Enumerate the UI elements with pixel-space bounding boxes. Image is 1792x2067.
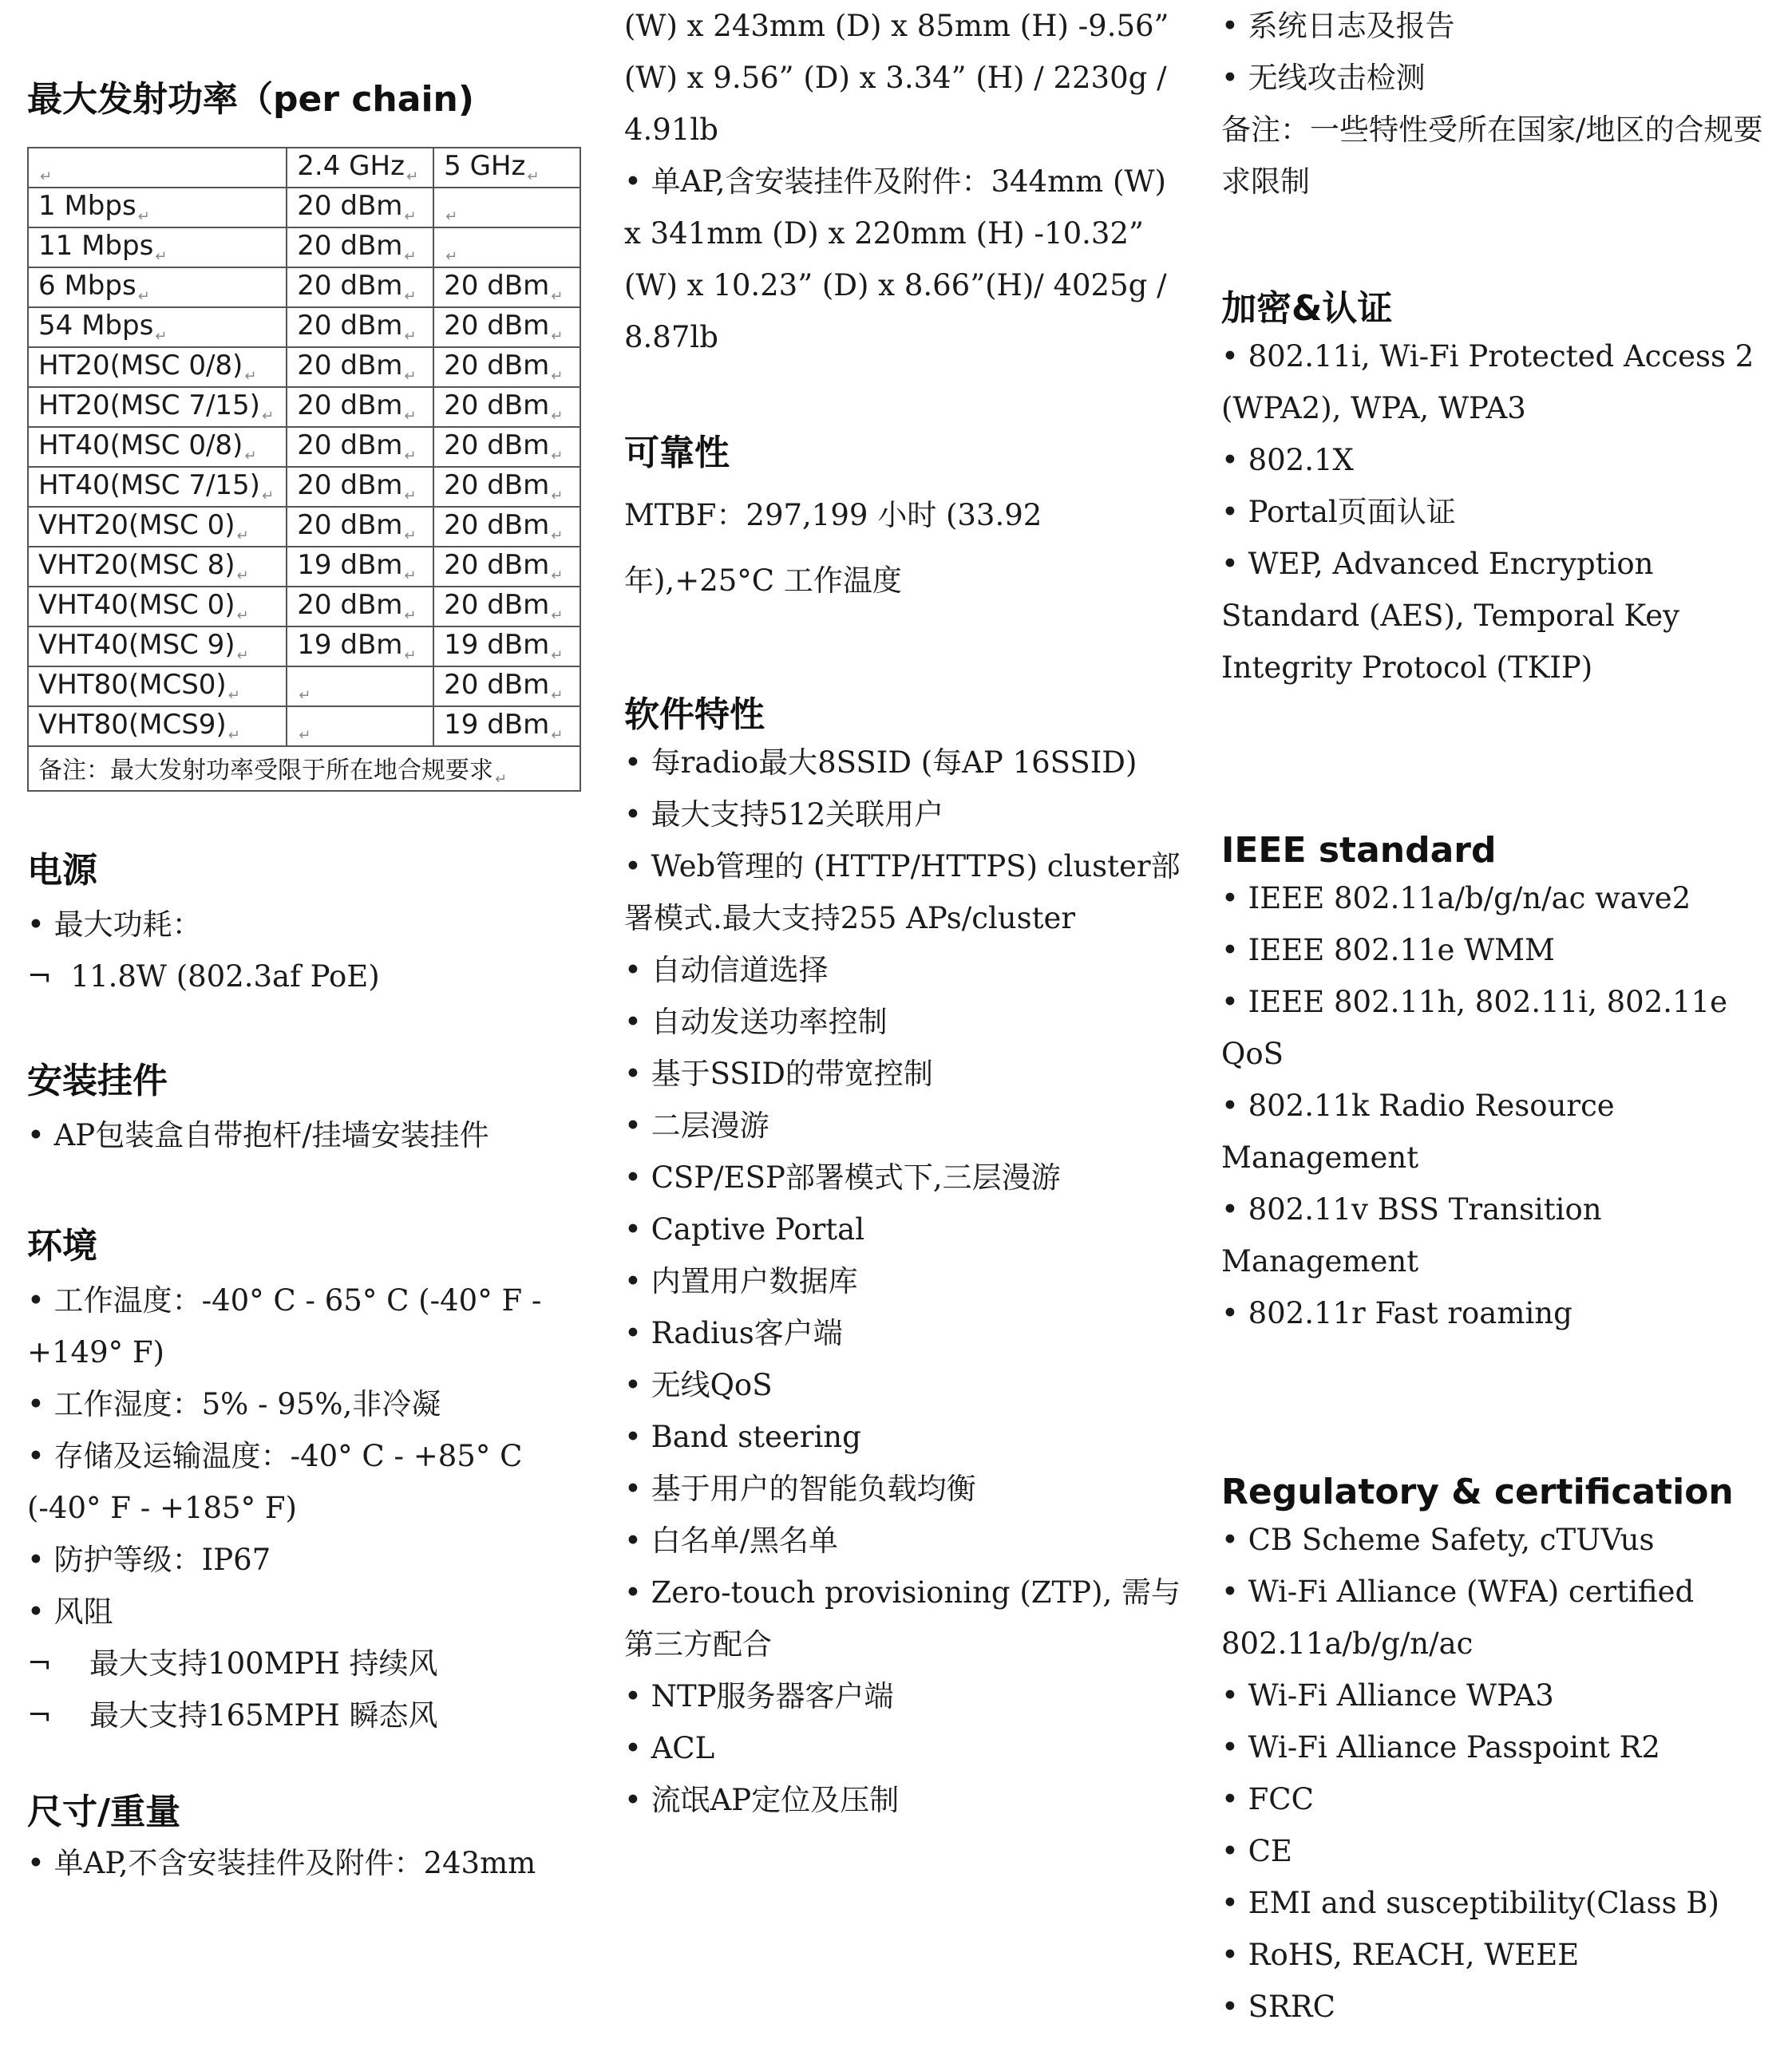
cell-text: VHT80(MCS0) <box>38 669 227 702</box>
return-mark-icon: ↵ <box>299 686 311 704</box>
table-row <box>28 587 580 626</box>
list-item: • Band steering <box>624 1420 861 1454</box>
return-mark-icon: ↵ <box>244 367 257 385</box>
table-cell <box>28 307 287 347</box>
return-mark-icon: ↵ <box>445 247 458 265</box>
list-item: • AP包装盒自带抱杆/挂墙安装挂件 <box>27 1118 489 1152</box>
list-item: • 工作温度：-40° C - 65° C (-40° F - +149° F) <box>27 1283 542 1369</box>
table-cell <box>433 666 580 706</box>
table-row <box>28 188 580 227</box>
table-row <box>28 467 580 507</box>
ieee-heading: IEEE standard <box>1221 830 1497 871</box>
table-cell <box>433 626 580 666</box>
table-cell <box>433 427 580 467</box>
table-cell <box>433 547 580 587</box>
cell-text: VHT40(MSC 0) <box>38 589 235 622</box>
list-item: • IEEE 802.11e WMM <box>1221 933 1555 967</box>
cell-text: 20 dBm <box>444 549 550 582</box>
table-cell <box>287 706 433 746</box>
cell-text: 20 dBm <box>297 230 403 263</box>
note: 备注：一些特性受所在国家/地区的合规要求限制 <box>1221 113 1763 199</box>
return-mark-icon: ↵ <box>404 287 417 305</box>
table-cell <box>28 507 287 547</box>
list-item: • Radius客户端 <box>624 1316 843 1350</box>
table-header-cell <box>28 148 287 188</box>
list-item: • CE <box>1221 1834 1292 1868</box>
table-header-cell <box>287 148 433 188</box>
cell-text: 备注：最大发射功率受限于所在地合规要求 <box>38 756 493 785</box>
table-row <box>28 666 580 706</box>
table-header-row <box>28 148 580 188</box>
cell-text: VHT80(MCS9) <box>38 709 227 741</box>
table-cell <box>28 626 287 666</box>
list-item: • 风阻 <box>27 1595 113 1629</box>
encryption-heading: 加密&认证 <box>1221 288 1393 329</box>
table-cell <box>28 188 287 227</box>
cell-text: VHT20(MSC 8) <box>38 549 235 582</box>
cell-text: 20 dBm <box>444 350 550 382</box>
return-mark-icon: ↵ <box>236 567 249 584</box>
list-item: • 802.11v BSS Transition Management <box>1221 1192 1602 1279</box>
cell-text: 20 dBm <box>444 669 550 702</box>
list-item: • 最大支持512关联用户 <box>624 797 944 832</box>
list-item: • CB Scheme Safety, cTUVus <box>1221 1523 1655 1557</box>
cell-text: 6 Mbps <box>38 270 136 302</box>
cell-text: HT40(MSC 0/8) <box>38 429 243 462</box>
cell-text: 20 dBm <box>297 429 403 462</box>
list-item: • Wi-Fi Alliance (WFA) certified 802.11a/b/g/n/ac <box>1221 1575 1695 1661</box>
table-row <box>28 626 580 666</box>
return-mark-icon: ↵ <box>137 207 150 225</box>
cell-text: 20 dBm <box>444 389 550 422</box>
table-cell <box>287 307 433 347</box>
list-item: • 基于SSID的带宽控制 <box>624 1057 933 1091</box>
return-mark-icon: ↵ <box>404 487 417 504</box>
cell-text: 2.4 GHz <box>297 150 405 183</box>
table-cell <box>433 267 580 307</box>
list-item: • 自动发送功率控制 <box>624 1005 888 1039</box>
table-cell <box>433 467 580 507</box>
return-mark-icon: ↵ <box>445 207 458 225</box>
column-left <box>27 0 586 1889</box>
table-cell <box>433 706 580 746</box>
cell-text: 20 dBm <box>297 270 403 302</box>
table-cell <box>28 347 287 387</box>
list-item: ¬ 最大支持165MPH 瞬态风 <box>27 1698 438 1733</box>
software-list <box>624 737 1189 1826</box>
list-item: • 工作湿度：5% - 95%,非冷凝 <box>27 1387 441 1421</box>
cell-text: 19 dBm <box>444 629 550 662</box>
list-item: • RoHS, REACH, WEEE <box>1221 1938 1580 1972</box>
list-item: • 802.11i, Wi-Fi Protected Access 2 (WPA2), WPA, WPA3 <box>1221 339 1754 425</box>
return-mark-icon: ↵ <box>495 770 508 788</box>
table-cell <box>433 387 580 427</box>
encryption-list <box>1221 330 1780 694</box>
list-item: • 每radio最大8SSID (每AP 16SSID) <box>624 745 1137 780</box>
list-item: • 无线QoS <box>624 1368 773 1402</box>
list-item: • IEEE 802.11h, 802.11i, 802.11e QoS <box>1221 985 1727 1071</box>
software-heading: 软件特性 <box>624 694 765 735</box>
list-item: • IEEE 802.11a/b/g/n/ac wave2 <box>1221 881 1691 915</box>
table-cell <box>28 267 287 307</box>
return-mark-icon: ↵ <box>155 327 168 345</box>
list-item: • SRRC <box>1221 1990 1335 2024</box>
table-cell <box>287 547 433 587</box>
table-cell <box>28 227 287 267</box>
table-row <box>28 706 580 746</box>
return-mark-icon: ↵ <box>404 247 417 265</box>
cell-text: 20 dBm <box>297 350 403 382</box>
cell-text: HT20(MSC 7/15) <box>38 389 260 422</box>
list-item: ¬ 11.8W (802.3af PoE) <box>27 959 380 994</box>
return-mark-icon: ↵ <box>236 607 249 624</box>
cell-text: 19 dBm <box>297 629 403 662</box>
table-cell <box>287 507 433 547</box>
environment-heading: 环境 <box>27 1226 97 1267</box>
list-item: • Wi-Fi Alliance WPA3 <box>1221 1678 1554 1713</box>
list-item: • 无线攻击检测 <box>1221 61 1426 95</box>
return-mark-icon: ↵ <box>404 447 417 464</box>
cell-text: 54 Mbps <box>38 310 154 342</box>
cell-text: 11 Mbps <box>38 230 154 263</box>
return-mark-icon: ↵ <box>227 726 240 744</box>
return-mark-icon: ↵ <box>137 287 150 305</box>
list-item: • 单AP,含安装挂件及附件：344mm (W) x 341mm (D) x 220mm (H) -10.32” (W) x 10.23” (D) x 8.66”(H)/ 4025g / 8.87lb <box>624 164 1167 354</box>
table-cell <box>287 267 433 307</box>
list-item: • 最大功耗： <box>27 907 202 942</box>
table-cell <box>287 188 433 227</box>
list-item: (W) x 243mm (D) x 85mm (H) -9.56” (W) x 9.56” (D) x 3.34” (H) / 2230g / 4.91lb <box>624 9 1169 147</box>
table-row <box>28 547 580 587</box>
cell-text: 20 dBm <box>444 589 550 622</box>
cell-text: VHT20(MSC 0) <box>38 509 235 542</box>
power-supply-heading: 电源 <box>27 850 97 891</box>
return-mark-icon: ↵ <box>299 726 311 744</box>
return-mark-icon: ↵ <box>404 527 417 544</box>
dimensions-heading: 尺寸/重量 <box>27 1792 181 1832</box>
list-item: • 802.1X <box>1221 443 1354 477</box>
regulatory-list <box>1221 1514 1780 2033</box>
list-item: • 白名单/黑名单 <box>624 1524 839 1558</box>
list-item: MTBF：297,199 小时 (33.92年),+25°C 工作温度 <box>624 498 1042 598</box>
return-mark-icon: ↵ <box>261 407 275 425</box>
list-item: • FCC <box>1221 1782 1314 1816</box>
list-item: • 二层漫游 <box>624 1109 769 1143</box>
return-mark-icon: ↵ <box>405 168 419 185</box>
table-cell <box>433 587 580 626</box>
return-mark-icon: ↵ <box>404 646 417 664</box>
return-mark-icon: ↵ <box>404 407 417 425</box>
return-mark-icon: ↵ <box>155 247 168 265</box>
table-cell <box>287 467 433 507</box>
table-cell <box>433 227 580 267</box>
table-cell <box>287 666 433 706</box>
cell-text: HT40(MSC 7/15) <box>38 469 260 502</box>
cell-text: 20 dBm <box>444 509 550 542</box>
list-item: • Wi-Fi Alliance Passpoint R2 <box>1221 1730 1660 1765</box>
return-mark-icon: ↵ <box>551 487 564 504</box>
table-header-cell <box>433 148 580 188</box>
cell-text: 20 dBm <box>297 469 403 502</box>
list-item: ¬ 最大支持100MPH 持续风 <box>27 1646 438 1681</box>
return-mark-icon: ↵ <box>40 168 53 185</box>
table-cell <box>433 507 580 547</box>
table-cell <box>433 307 580 347</box>
table-cell <box>287 227 433 267</box>
list-item: • 流氓AP定位及压制 <box>624 1783 900 1817</box>
list-item: • 802.11r Fast roaming <box>1221 1296 1572 1330</box>
regulatory-heading: Regulatory & certification <box>1221 1472 1734 1512</box>
table-row <box>28 307 580 347</box>
cell-text: 20 dBm <box>444 310 550 342</box>
return-mark-icon: ↵ <box>551 646 564 664</box>
cell-text: 5 GHz <box>444 150 526 183</box>
return-mark-icon: ↵ <box>227 686 240 704</box>
table-cell <box>287 587 433 626</box>
mounting-heading: 安装挂件 <box>27 1061 168 1101</box>
cell-text: 1 Mbps <box>38 190 136 223</box>
return-mark-icon: ↵ <box>404 567 417 584</box>
table-cell <box>28 427 287 467</box>
return-mark-icon: ↵ <box>551 327 564 345</box>
list-item: • WEP, Advanced Encryption Standard (AES), Temporal Key Integrity Protocol (TKIP) <box>1221 547 1679 685</box>
list-item: • 自动信道选择 <box>624 953 829 987</box>
return-mark-icon: ↵ <box>404 367 417 385</box>
table-cell <box>28 706 287 746</box>
table-row <box>28 347 580 387</box>
table-row <box>28 427 580 467</box>
return-mark-icon: ↵ <box>551 527 564 544</box>
return-mark-icon: ↵ <box>527 168 540 185</box>
list-item: • Portal页面认证 <box>1221 495 1456 529</box>
table-cell <box>28 587 287 626</box>
power-heading: 最大发射功率（per chain) <box>27 79 474 120</box>
list-item: • 内置用户数据库 <box>624 1264 858 1298</box>
table-footnote <box>28 746 580 791</box>
return-mark-icon: ↵ <box>551 567 564 584</box>
table-row <box>28 387 580 427</box>
list-item: • Web管理的 (HTTP/HTTPS) cluster部署模式.最大支持255 APs/cluster <box>624 849 1181 935</box>
table-cell <box>287 347 433 387</box>
table-cell <box>287 387 433 427</box>
reliability-heading: 可靠性 <box>624 433 730 473</box>
return-mark-icon: ↵ <box>551 447 564 464</box>
table-cell <box>28 666 287 706</box>
return-mark-icon: ↵ <box>261 487 275 504</box>
list-item: • EMI and susceptibility(Class B) <box>1221 1886 1719 1920</box>
table-row <box>28 267 580 307</box>
return-mark-icon: ↵ <box>404 327 417 345</box>
list-item: • NTP服务器客户端 <box>624 1679 894 1713</box>
cell-text: 19 dBm <box>444 709 550 741</box>
return-mark-icon: ↵ <box>404 207 417 225</box>
list-item: • Zero-touch provisioning (ZTP), 需与第三方配合 <box>624 1575 1181 1662</box>
table-cell <box>287 626 433 666</box>
list-item: • 防护等级：IP67 <box>27 1543 271 1577</box>
return-mark-icon: ↵ <box>236 646 249 664</box>
table-footnote-row <box>28 746 580 791</box>
cell-text: 20 dBm <box>297 310 403 342</box>
list-item: • 系统日志及报告 <box>1221 9 1455 43</box>
column-right <box>1221 0 1780 2033</box>
list-item: • 存储及运输温度：-40° C - +85° C (-40° F - +185° F) <box>27 1439 523 1525</box>
column-middle <box>624 0 1189 1826</box>
cell-text: VHT40(MSC 9) <box>38 629 235 662</box>
list-item: • 单AP,不含安装挂件及附件：243mm <box>27 1846 536 1880</box>
return-mark-icon: ↵ <box>551 686 564 704</box>
return-mark-icon: ↵ <box>551 367 564 385</box>
cell-text: 20 dBm <box>297 509 403 542</box>
table-cell <box>28 467 287 507</box>
table-cell <box>28 387 287 427</box>
cell-text: 20 dBm <box>297 389 403 422</box>
power-table <box>27 147 581 792</box>
cell-text: 20 dBm <box>444 429 550 462</box>
list-item: • CSP/ESP部署模式下,三层漫游 <box>624 1160 1061 1195</box>
list-item: • 基于用户的智能负载均衡 <box>624 1472 976 1506</box>
return-mark-icon: ↵ <box>551 407 564 425</box>
cell-text: HT20(MSC 0/8) <box>38 350 243 382</box>
cell-text: 20 dBm <box>444 469 550 502</box>
list-item: • 802.11k Radio Resource Management <box>1221 1089 1615 1175</box>
cell-text: 20 dBm <box>297 190 403 223</box>
return-mark-icon: ↵ <box>551 607 564 624</box>
table-cell <box>28 547 287 587</box>
list-item: • ACL <box>624 1731 715 1765</box>
ieee-list <box>1221 872 1780 1339</box>
cell-text: 20 dBm <box>297 589 403 622</box>
table-row <box>28 227 580 267</box>
return-mark-icon: ↵ <box>244 447 257 464</box>
table-cell <box>433 347 580 387</box>
return-mark-icon: ↵ <box>236 527 249 544</box>
cell-text: 19 dBm <box>297 549 403 582</box>
return-mark-icon: ↵ <box>404 607 417 624</box>
table-row <box>28 507 580 547</box>
return-mark-icon: ↵ <box>551 287 564 305</box>
table-cell <box>433 188 580 227</box>
list-item: • Captive Portal <box>624 1212 865 1247</box>
return-mark-icon: ↵ <box>551 726 564 744</box>
table-cell <box>287 427 433 467</box>
cell-text: 20 dBm <box>444 270 550 302</box>
